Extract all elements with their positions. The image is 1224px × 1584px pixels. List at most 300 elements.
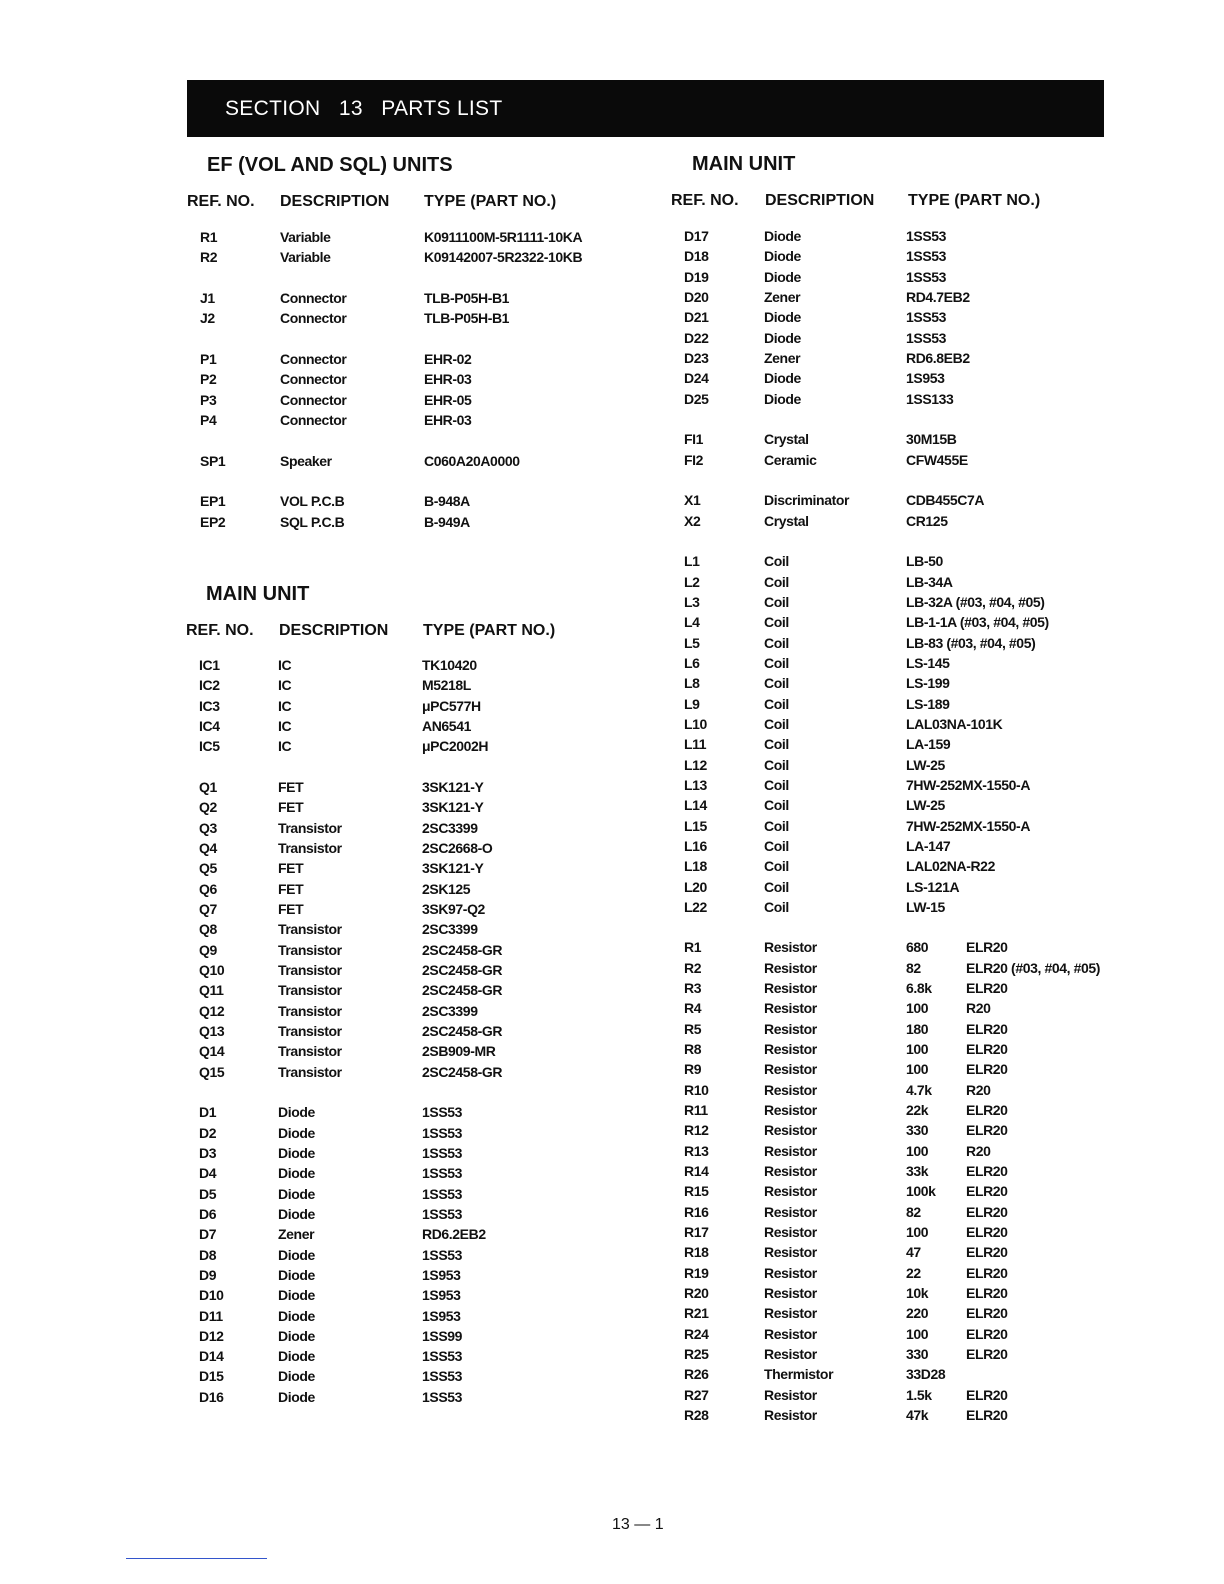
- type-part-no: 1S953: [422, 1307, 461, 1324]
- type-part-no: C060A20A0000: [424, 452, 520, 469]
- type-part-no: 100: [906, 1061, 929, 1078]
- ref-no: R1: [684, 939, 702, 956]
- ref-no: R11: [684, 1102, 708, 1119]
- type-part-no: 10k: [906, 1285, 929, 1302]
- description: Transistor: [278, 1043, 342, 1060]
- ref-no: D9: [199, 1266, 217, 1283]
- description: Resistor: [764, 1305, 817, 1322]
- description: Resistor: [764, 1041, 817, 1058]
- type-part-no: 1SS53: [906, 309, 947, 326]
- type-part-no: μPC577H: [422, 697, 481, 714]
- type-part-no: 1SS53: [422, 1246, 463, 1263]
- description: VOL P.C.B: [280, 493, 345, 510]
- type-part-no: 1.5k: [906, 1386, 932, 1403]
- description: FET: [278, 778, 304, 795]
- description: FET: [278, 880, 304, 897]
- description: Diode: [278, 1185, 315, 1202]
- type-part-no: LB-32A (#03, #04, #05): [906, 593, 1045, 610]
- ref-no: R28: [684, 1407, 709, 1424]
- type-part-no: 2SB909-MR: [422, 1043, 496, 1060]
- type-part-no: 1SS53: [422, 1144, 463, 1161]
- type-part-no: 220: [906, 1305, 929, 1322]
- description: Coil: [764, 553, 789, 570]
- ref-no: R14: [684, 1163, 709, 1180]
- type-part-no: 47k: [906, 1407, 929, 1424]
- description: Diode: [764, 309, 801, 326]
- ref-no: D24: [684, 370, 709, 387]
- type-part-no: 330: [906, 1122, 929, 1139]
- description: Connector: [280, 411, 347, 428]
- description: SQL P.C.B: [280, 513, 345, 530]
- ref-no: R5: [684, 1020, 702, 1037]
- description: Coil: [764, 614, 789, 631]
- description: Resistor: [764, 1203, 817, 1220]
- type-part-no: 1SS53: [422, 1124, 463, 1141]
- type-part-no: 82: [906, 959, 921, 976]
- type-part-no: 1SS53: [422, 1348, 463, 1365]
- description: Diode: [278, 1205, 315, 1222]
- description: Resistor: [764, 939, 817, 956]
- type-suffix: ELR20: [966, 980, 1008, 997]
- type-part-no: RD4.7EB2: [906, 288, 970, 305]
- footer-rule: [126, 1558, 267, 1559]
- ref-no: L15: [684, 817, 707, 834]
- description: Resistor: [764, 1183, 817, 1200]
- ref-no: R20: [684, 1285, 709, 1302]
- ref-no: D7: [199, 1226, 217, 1243]
- type-suffix: ELR20: [966, 1264, 1008, 1281]
- ref-no: L22: [684, 898, 707, 915]
- ref-no: R15: [684, 1183, 709, 1200]
- type-suffix: ELR20: [966, 1122, 1008, 1139]
- ref-no: D1: [199, 1104, 217, 1121]
- ref-no: Q12: [199, 1002, 225, 1019]
- type-part-no: 2SC2668-O: [422, 839, 493, 856]
- description: Diode: [278, 1165, 315, 1182]
- type-part-no: 2SC2458-GR: [422, 982, 503, 999]
- description: Transistor: [278, 982, 342, 999]
- type-part-no: 680: [906, 939, 929, 956]
- ref-no: R4: [684, 1000, 702, 1017]
- ref-no: Q3: [199, 819, 217, 836]
- description: Diode: [278, 1348, 315, 1365]
- type-suffix: ELR20: [966, 1183, 1008, 1200]
- type-part-no: 4.7k: [906, 1081, 932, 1098]
- type-part-no: 33D28: [906, 1366, 946, 1383]
- ref-no: R12: [684, 1122, 709, 1139]
- ref-no: R17: [684, 1224, 709, 1241]
- ref-no: D23: [684, 349, 709, 366]
- description: Diode: [278, 1388, 315, 1405]
- type-suffix: ELR20: [966, 939, 1008, 956]
- type-part-no: M5218L: [422, 677, 471, 694]
- type-part-no: 100: [906, 1000, 929, 1017]
- ref-no: D25: [684, 390, 709, 407]
- ref-no: R16: [684, 1203, 709, 1220]
- description: Resistor: [764, 980, 817, 997]
- description: Transistor: [278, 839, 342, 856]
- type-part-no: EHR-03: [424, 371, 472, 388]
- ref-no: FI2: [684, 451, 704, 468]
- description: Transistor: [278, 941, 342, 958]
- type-part-no: EHR-02: [424, 350, 472, 367]
- ref-no: D16: [199, 1388, 224, 1405]
- type-part-no: 1SS53: [906, 248, 947, 265]
- type-part-no: 30M15B: [906, 431, 957, 448]
- ref-no: L18: [684, 858, 707, 875]
- type-part-no: LA-147: [906, 837, 951, 854]
- type-part-no: 2SC2458-GR: [422, 1063, 503, 1080]
- type-part-no: LS-121A: [906, 878, 960, 895]
- type-part-no: TLB-P05H-B1: [424, 289, 510, 306]
- type-part-no: 100k: [906, 1183, 936, 1200]
- ref-no: D2: [199, 1124, 217, 1141]
- ref-no: Q8: [199, 921, 217, 938]
- description: Zener: [764, 288, 801, 305]
- description: Coil: [764, 736, 789, 753]
- type-part-no: LW-15: [906, 898, 945, 915]
- type-part-no: B-949A: [424, 513, 470, 530]
- description: Resistor: [764, 1061, 817, 1078]
- ref-no: R9: [684, 1061, 702, 1078]
- type-part-no: 3SK121-Y: [422, 799, 484, 816]
- type-suffix: ELR20: [966, 1244, 1008, 1261]
- description: Coil: [764, 573, 789, 590]
- main-left-col-type: TYPE (PART NO.): [423, 622, 556, 639]
- description: Resistor: [764, 1264, 817, 1281]
- description: Resistor: [764, 1407, 817, 1424]
- type-part-no: 2SC3399: [422, 1002, 478, 1019]
- type-part-no: 3SK121-Y: [422, 778, 484, 795]
- ref-no: D12: [199, 1327, 224, 1344]
- type-suffix: ELR20: [966, 1020, 1008, 1037]
- type-part-no: 2SC3399: [422, 819, 478, 836]
- type-part-no: LB-50: [906, 553, 943, 570]
- description: Diode: [278, 1266, 315, 1283]
- type-part-no: 100: [906, 1224, 929, 1241]
- type-part-no: 2SK125: [422, 880, 471, 897]
- type-part-no: 1S953: [906, 370, 945, 387]
- main-right-col-ref: REF. NO.: [671, 192, 739, 209]
- type-part-no: 1SS53: [422, 1165, 463, 1182]
- description: Diode: [764, 248, 801, 265]
- ref-no: L20: [684, 878, 707, 895]
- type-suffix: R20: [966, 1142, 991, 1159]
- description: FET: [278, 900, 304, 917]
- description: Zener: [764, 349, 801, 366]
- description: Resistor: [764, 959, 817, 976]
- description: Ceramic: [764, 451, 817, 468]
- ref-no: Q10: [199, 961, 225, 978]
- description: Coil: [764, 695, 789, 712]
- section-label: SECTION: [225, 97, 321, 120]
- description: Speaker: [280, 452, 332, 469]
- description: Discriminator: [764, 492, 850, 509]
- ref-no: D4: [199, 1165, 217, 1182]
- type-part-no: 7HW-252MX-1550-A: [906, 817, 1031, 834]
- description: Connector: [280, 391, 347, 408]
- type-part-no: 1SS53: [422, 1104, 463, 1121]
- ref-no: L10: [684, 715, 707, 732]
- description: Coil: [764, 675, 789, 692]
- description: Transistor: [278, 961, 342, 978]
- description: Thermistor: [764, 1366, 834, 1383]
- ref-no: IC3: [199, 697, 220, 714]
- description: Diode: [278, 1368, 315, 1385]
- ref-no: L8: [684, 675, 700, 692]
- type-part-no: EHR-03: [424, 411, 472, 428]
- type-part-no: B-948A: [424, 493, 470, 510]
- description: Transistor: [278, 1063, 342, 1080]
- description: FET: [278, 860, 304, 877]
- main-left-col-ref: REF. NO.: [186, 622, 254, 639]
- type-part-no: 180: [906, 1020, 929, 1037]
- ref-no: R21: [684, 1305, 709, 1322]
- ref-no: D21: [684, 309, 709, 326]
- type-part-no: 3SK97-Q2: [422, 900, 485, 917]
- ref-no: L9: [684, 695, 700, 712]
- type-part-no: CDB455C7A: [906, 492, 985, 509]
- ref-no: Q2: [199, 799, 217, 816]
- ef-units-title: EF (VOL AND SQL) UNITS: [207, 154, 453, 176]
- ref-no: D11: [199, 1307, 223, 1324]
- ref-no: L1: [684, 553, 700, 570]
- type-part-no: CFW455E: [906, 451, 968, 468]
- description: Resistor: [764, 1000, 817, 1017]
- description: IC: [278, 657, 292, 673]
- description: Resistor: [764, 1285, 817, 1302]
- description: Connector: [280, 310, 347, 327]
- description: IC: [278, 717, 292, 734]
- type-part-no: K09142007-5R2322-10KB: [424, 249, 583, 266]
- description: Resistor: [764, 1386, 817, 1403]
- ef-col-ref: REF. NO.: [187, 193, 255, 210]
- type-part-no: 1SS133: [906, 390, 954, 407]
- type-part-no: 2SC3399: [422, 921, 478, 938]
- type-suffix: ELR20: [966, 1224, 1008, 1241]
- type-suffix: ELR20 (#03, #04, #05): [966, 959, 1101, 976]
- ref-no: D20: [684, 288, 709, 305]
- type-part-no: 100: [906, 1142, 929, 1159]
- ef-col-desc: DESCRIPTION: [280, 193, 390, 210]
- description: Zener: [278, 1226, 315, 1243]
- ref-no: L12: [684, 756, 707, 773]
- ref-no: D18: [684, 248, 709, 265]
- description: Coil: [764, 837, 789, 854]
- description: Resistor: [764, 1346, 817, 1363]
- ref-no: R19: [684, 1264, 709, 1281]
- type-part-no: LW-25: [906, 756, 945, 773]
- description: Resistor: [764, 1325, 817, 1342]
- main-unit-right-title: MAIN UNIT: [692, 153, 796, 175]
- description: Diode: [278, 1287, 315, 1304]
- page-number: 13 — 1: [612, 1516, 664, 1533]
- description: Resistor: [764, 1102, 817, 1119]
- type-part-no: 3SK121-Y: [422, 860, 484, 877]
- ref-no: R26: [684, 1366, 709, 1383]
- ref-no: R27: [684, 1386, 709, 1403]
- type-part-no: LS-189: [906, 695, 950, 712]
- type-part-no: CR125: [906, 512, 948, 529]
- section-title: PARTS LIST: [381, 97, 503, 120]
- description: Connector: [280, 371, 347, 388]
- type-part-no: 1SS53: [422, 1368, 463, 1385]
- ref-no: J1: [200, 289, 215, 306]
- ref-no: D17: [684, 228, 709, 244]
- description: Coil: [764, 817, 789, 834]
- ref-no: R25: [684, 1346, 709, 1363]
- type-part-no: 2SC2458-GR: [422, 1022, 503, 1039]
- ref-no: IC2: [199, 677, 220, 694]
- ref-no: D14: [199, 1348, 224, 1365]
- ref-no: SP1: [200, 452, 226, 469]
- description: Coil: [764, 756, 789, 773]
- type-part-no: 47: [906, 1244, 921, 1261]
- description: IC: [278, 697, 292, 714]
- type-part-no: 1SS53: [422, 1388, 463, 1405]
- ref-no: L2: [684, 573, 700, 590]
- type-part-no: 6.8k: [906, 980, 932, 997]
- ref-no: Q13: [199, 1022, 225, 1039]
- ref-no: Q4: [199, 839, 217, 856]
- description: Resistor: [764, 1020, 817, 1037]
- description: Transistor: [278, 819, 342, 836]
- ref-no: L16: [684, 837, 707, 854]
- type-part-no: AN6541: [422, 717, 471, 734]
- ref-no: D19: [684, 268, 709, 285]
- ref-no: Q6: [199, 880, 217, 897]
- ref-no: Q14: [199, 1043, 225, 1060]
- type-part-no: K0911100M-5R1111-10KA: [424, 229, 583, 245]
- type-part-no: TLB-P05H-B1: [424, 310, 510, 327]
- type-part-no: LAL02NA-R22: [906, 858, 995, 875]
- ref-no: X1: [684, 492, 701, 509]
- description: Resistor: [764, 1163, 817, 1180]
- section-number: 13: [338, 97, 363, 120]
- ref-no: J2: [200, 310, 215, 327]
- ref-no: L11: [684, 736, 707, 753]
- description: Coil: [764, 593, 789, 610]
- description: IC: [278, 677, 292, 694]
- ref-no: P4: [200, 411, 217, 428]
- type-suffix: ELR20: [966, 1386, 1008, 1403]
- ref-no: IC1: [199, 657, 220, 673]
- description: Connector: [280, 289, 347, 306]
- type-part-no: EHR-05: [424, 391, 472, 408]
- type-suffix: ELR20: [966, 1325, 1008, 1342]
- type-suffix: ELR20: [966, 1407, 1008, 1424]
- type-part-no: LA-159: [906, 736, 951, 753]
- type-suffix: ELR20: [966, 1163, 1008, 1180]
- ref-no: P2: [200, 371, 217, 388]
- ref-no: D22: [684, 329, 709, 346]
- description: FET: [278, 799, 304, 816]
- description: Coil: [764, 898, 789, 915]
- type-part-no: LS-145: [906, 654, 950, 671]
- description: Transistor: [278, 1022, 342, 1039]
- type-suffix: R20: [966, 1081, 991, 1098]
- ref-no: R18: [684, 1244, 709, 1261]
- description: Diode: [764, 370, 801, 387]
- type-part-no: 1SS99: [422, 1327, 463, 1344]
- ref-no: R3: [684, 980, 702, 997]
- type-part-no: 1SS53: [906, 329, 947, 346]
- description: Diode: [764, 268, 801, 285]
- type-suffix: ELR20: [966, 1061, 1008, 1078]
- ref-no: IC5: [199, 738, 220, 755]
- ref-no: R2: [684, 959, 702, 976]
- type-part-no: 1SS53: [906, 228, 947, 244]
- type-part-no: 1S953: [422, 1287, 461, 1304]
- type-part-no: 100: [906, 1041, 929, 1058]
- ref-no: R8: [684, 1041, 702, 1058]
- type-suffix: R20: [966, 1000, 991, 1017]
- description: Resistor: [764, 1142, 817, 1159]
- section-header-bar: [187, 80, 1104, 137]
- type-part-no: 100: [906, 1325, 929, 1342]
- ref-no: Q9: [199, 941, 217, 958]
- ref-no: Q15: [199, 1063, 225, 1080]
- section-heading: [225, 97, 503, 121]
- ref-no: P3: [200, 391, 217, 408]
- type-part-no: 330: [906, 1346, 929, 1363]
- type-part-no: LB-1-1A (#03, #04, #05): [906, 614, 1049, 631]
- type-part-no: 2SC2458-GR: [422, 941, 503, 958]
- ref-no: R2: [200, 249, 218, 266]
- type-part-no: LW-25: [906, 797, 945, 814]
- ref-no: Q1: [199, 778, 217, 795]
- ref-no: D3: [199, 1144, 217, 1161]
- type-suffix: ELR20: [966, 1041, 1008, 1058]
- description: Transistor: [278, 1002, 342, 1019]
- description: Connector: [280, 350, 347, 367]
- ref-no: L4: [684, 614, 700, 631]
- ref-no: L6: [684, 654, 700, 671]
- ref-no: Q11: [199, 982, 224, 999]
- type-suffix: ELR20: [966, 1285, 1008, 1302]
- ref-no: L3: [684, 593, 700, 610]
- ref-no: D10: [199, 1287, 224, 1304]
- description: Coil: [764, 878, 789, 895]
- description: Variable: [280, 249, 331, 266]
- ref-no: L13: [684, 776, 707, 793]
- type-part-no: 1SS53: [906, 268, 947, 285]
- type-part-no: RD6.8EB2: [906, 349, 970, 366]
- description: Diode: [278, 1144, 315, 1161]
- description: Variable: [280, 229, 331, 245]
- description: IC: [278, 738, 292, 755]
- ref-no: R13: [684, 1142, 709, 1159]
- ref-no: Q7: [199, 900, 217, 917]
- main-left-col-desc: DESCRIPTION: [279, 622, 389, 639]
- ref-no: FI1: [684, 431, 704, 448]
- description: Coil: [764, 797, 789, 814]
- ref-no: R10: [684, 1081, 709, 1098]
- type-part-no: 22: [906, 1264, 921, 1281]
- ref-no: R24: [684, 1325, 709, 1342]
- type-suffix: ELR20: [966, 1346, 1008, 1363]
- description: Coil: [764, 654, 789, 671]
- ref-no: D8: [199, 1246, 217, 1263]
- ref-no: X2: [684, 512, 701, 529]
- type-part-no: 7HW-252MX-1550-A: [906, 776, 1031, 793]
- ref-no: EP2: [200, 513, 226, 530]
- description: Diode: [278, 1327, 315, 1344]
- ref-no: R1: [200, 229, 218, 245]
- type-part-no: RD6.2EB2: [422, 1226, 486, 1243]
- main-right-col-desc: DESCRIPTION: [765, 192, 875, 209]
- description: Resistor: [764, 1224, 817, 1241]
